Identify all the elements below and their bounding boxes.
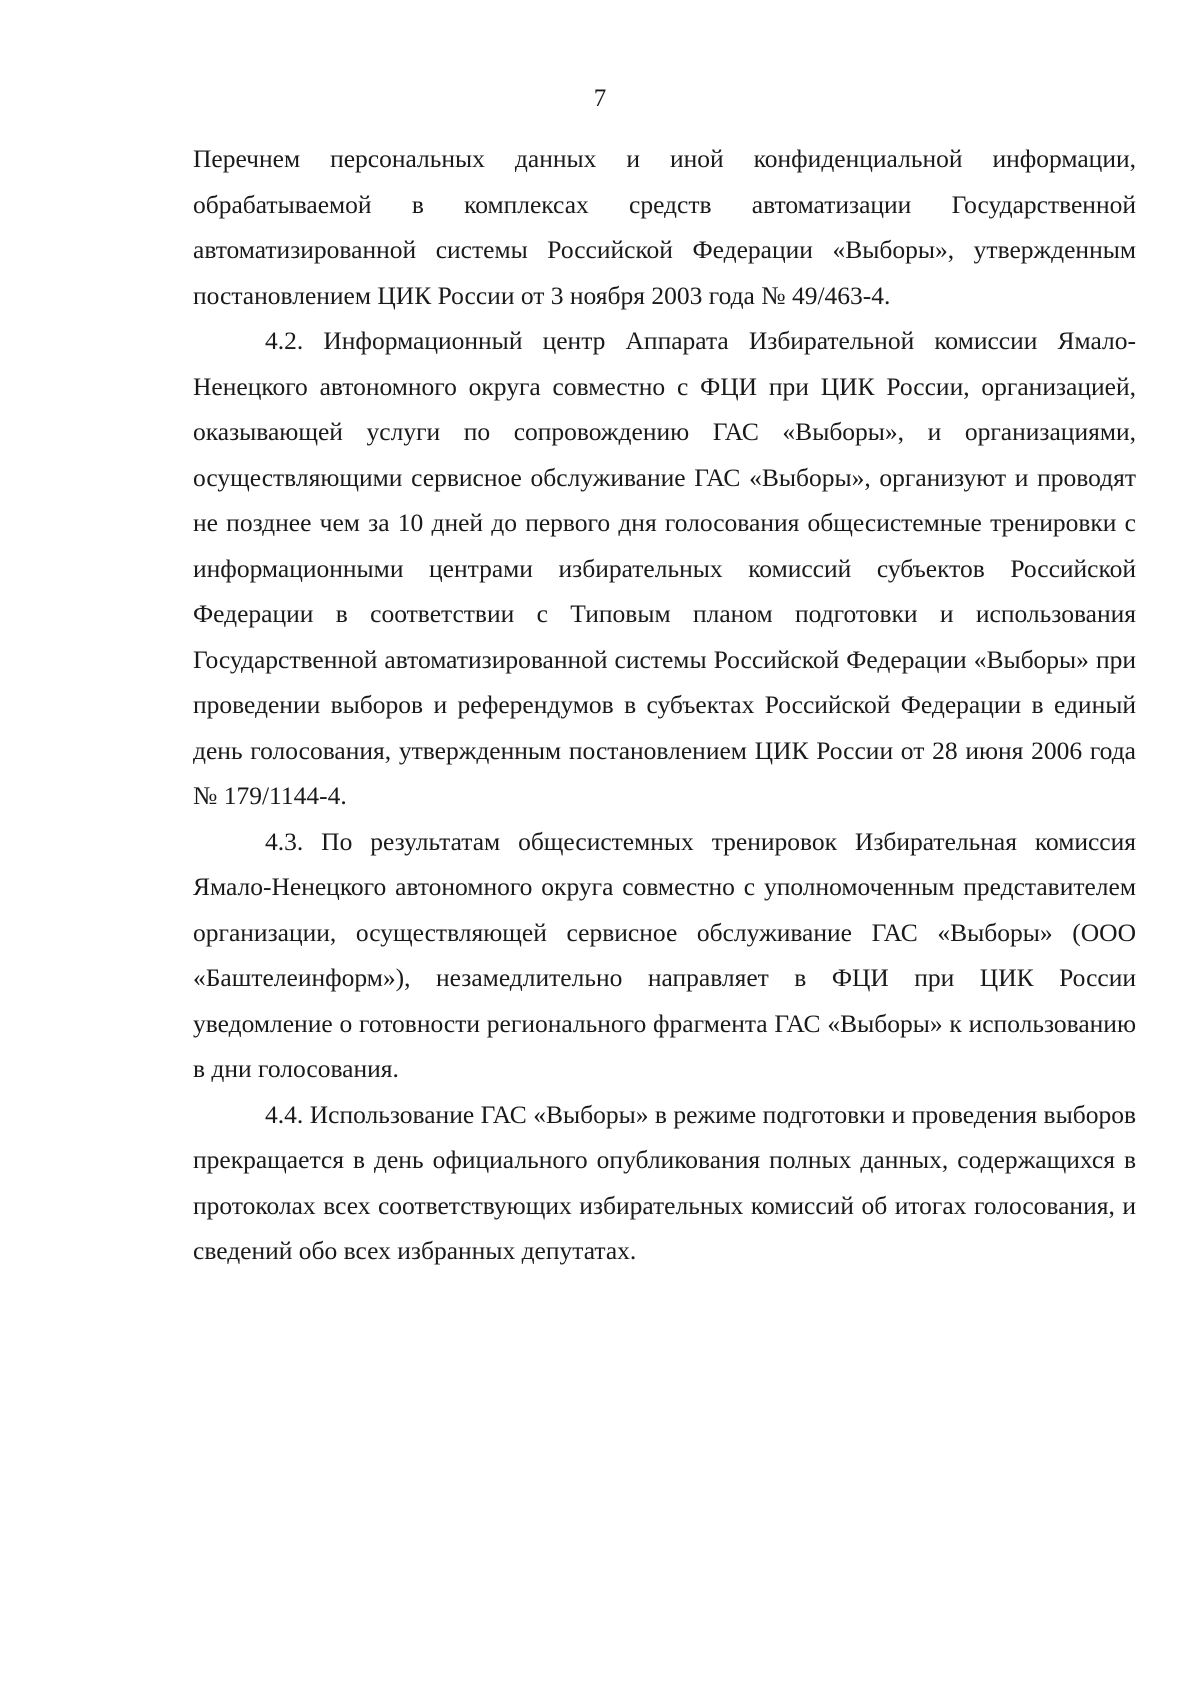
paragraph-4-2: 4.2. Информационный центр Аппарата Избирательной комиссии Ямало-Ненецкого автономного округа совместно с ФЦИ при ЦИК России, организацией, оказывающей услуги по сопровождению ГАС «Выборы», и организациями, осуществляющими сервисное обслуживание ГАС «Выборы», организуют и проводят не позднее чем за 10 дней до первого дня голосования общесистемные тренировки с информационными центрами избирательных комиссий субъектов Российской Федерации в соответствии с Типовым планом подготовки и использования Государственной автоматизированной системы Российской Федерации «Выборы» при проведении выборов и референдумов в субъектах Российской Федерации в единый день голосования, утвержденным постановлением ЦИК России от 28 июня 2006 года № 179/1144-4. (193, 326, 1136, 810)
document-body (193, 136, 1136, 1274)
paragraph-4-4: 4.4. Использование ГАС «Выборы» в режиме подготовки и проведения выборов прекращается в день официального опубликования полных данных, содержащихся в протоколах всех соответствующих избирательных комиссий об итогах голосования, и сведений обо всех избранных депутатах. (193, 1099, 1136, 1265)
paragraph-4-3: 4.3. По результатам общесистемных тренировок Избирательная комиссия Ямало-Ненецкого автономного округа совместно с уполномоченным представителем организации, осуществляющей сервисное обслуживание ГАС «Выборы» (ООО «Баштелеинформ»), незамедлительно направляет в ФЦИ при ЦИК России уведомление о готовности регионального фрагмента ГАС «Выборы» к использованию в дни голосования. (193, 826, 1136, 1083)
paragraph-continuation: Перечнем персональных данных и иной конфиденциальной информации, обрабатываемой в комплексах средств автоматизации Государственной автоматизированной системы Российской Федерации «Выборы», утвержденным постановлением ЦИК России от 3 ноября 2003 года № 49/463-4. (193, 144, 1136, 310)
page-number: 7 (593, 85, 607, 112)
